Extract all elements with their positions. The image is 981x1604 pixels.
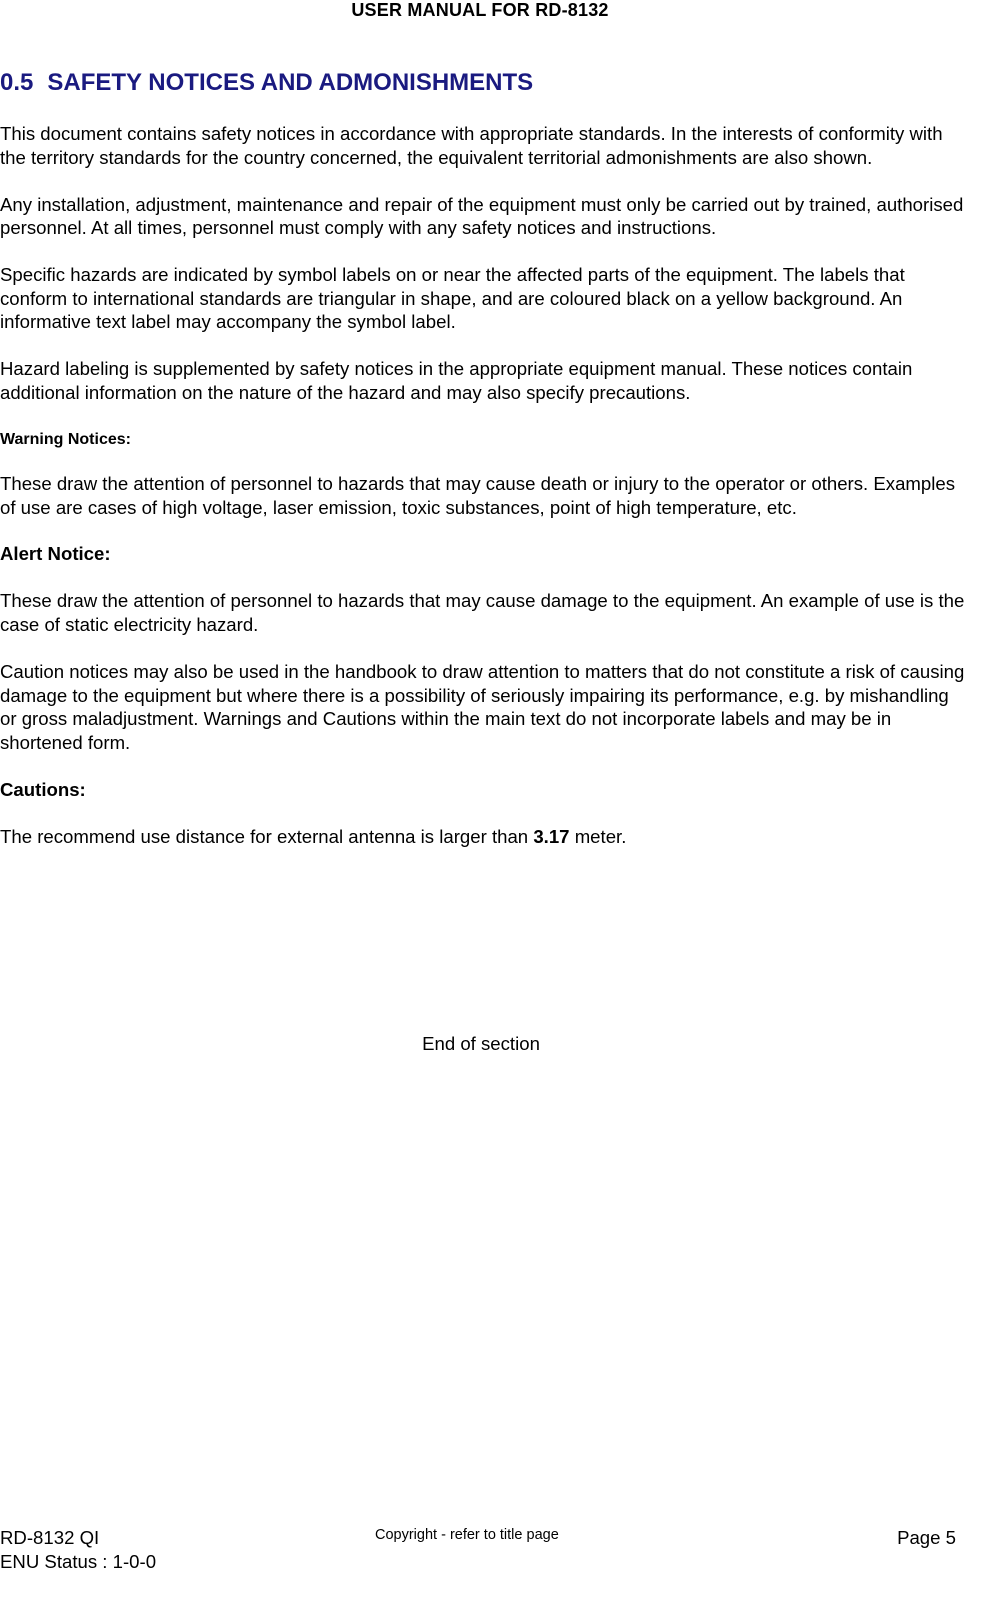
footer-page-number: Page 5: [897, 1527, 956, 1548]
section-number: 0.5: [0, 69, 34, 96]
paragraph-antenna-distance: [0, 825, 965, 849]
document-body: [0, 122, 965, 872]
paragraph-warning-notices: These draw the attention of personnel to hazards that may cause death or injury to the operator or others. Examples of use are cases of high voltage, laser emission, toxic substances, point of high temperature, etc.: [0, 472, 956, 518]
antenna-text-after: meter.: [569, 825, 627, 847]
antenna-text-before: The recommend use distance for external antenna is larger than: [0, 825, 534, 847]
section-title: SAFETY NOTICES AND ADMONISHMENTS: [47, 69, 534, 96]
footer-doc-id: RD-8132 QI: [0, 1527, 100, 1548]
warning-notices-heading: Warning Notices:: [0, 430, 131, 448]
paragraph-hazard-labels: Specific hazards are indicated by symbol labels on or near the affected parts of the equipment. The labels that conform to international standards are triangular in shape, and are coloured black on a yellow background. An informative text label may accompany the symbol label.: [0, 264, 905, 333]
paragraph-hazard-labeling: Hazard labeling is supplemented by safety notices in the appropriate equipment manual. These notices contain additional information on the nature of the hazard and may also specify precautions.: [0, 358, 913, 403]
paragraph-caution-notices: Caution notices may also be used in the handbook to draw attention to matters that do not constitute a risk of causing damage to the equipment but where there is a possibility of seriously impairing its performance, e.g. by mishandling or gross maladjustment. Warnings and Cautions within the main text do not incorporate labels and may be in shortened form.: [0, 661, 965, 753]
antenna-distance-value: 3.17: [533, 825, 570, 847]
page-header-title: USER MANUAL FOR RD-8132: [351, 0, 609, 20]
end-of-section: End of section: [422, 1033, 540, 1054]
footer-copyright: Copyright - refer to title page: [375, 1527, 559, 1543]
alert-notice-heading: Alert Notice:: [0, 543, 111, 565]
cautions-heading: Cautions:: [0, 778, 86, 800]
paragraph-personnel: Any installation, adjustment, maintenance and repair of the equipment must only be carried out by trained, authorised personnel. At all times, personnel must comply with any safety notices and instructions.: [0, 193, 964, 239]
section-heading: [0, 68, 533, 98]
paragraph-alert-notice: These draw the attention of personnel to hazards that may cause damage to the equipment. An example of use is the case of static electricity hazard.: [0, 590, 965, 636]
footer-left: [0, 1526, 156, 1574]
paragraph-intro: This document contains safety notices in accordance with appropriate standards. In the interests of conformity with the territory standards for the country concerned, the equivalent territorial admonishments are also shown.: [0, 123, 943, 168]
footer-status: ENU Status : 1-0-0: [0, 1551, 157, 1572]
